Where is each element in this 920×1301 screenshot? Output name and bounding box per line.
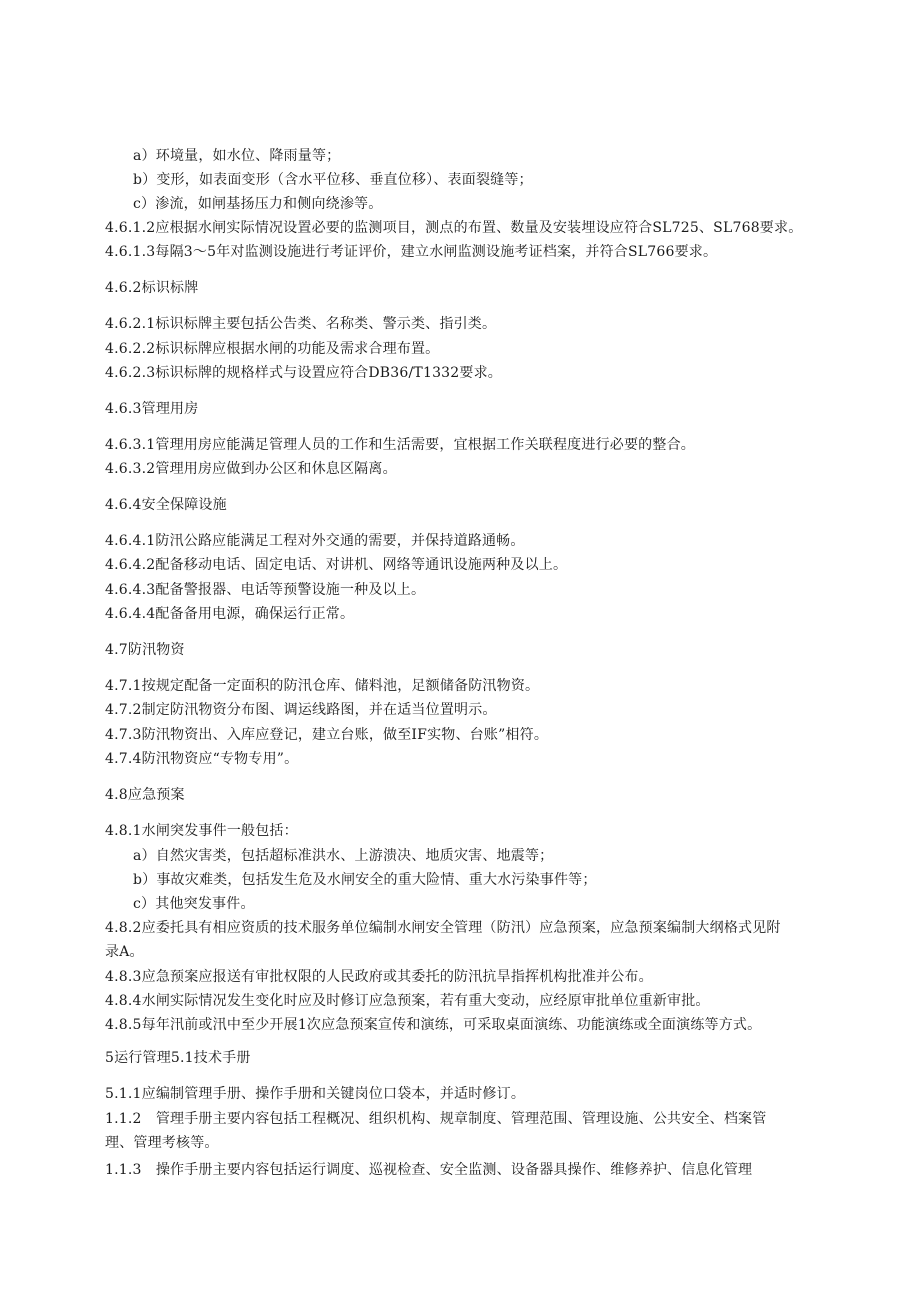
clause-text: 4.6.4.1防汛公路应能满足工程对外交通的需要，并保持道路通畅。: [105, 533, 525, 549]
clause-text: 4.6.3.2管理用房应做到办公区和休息区隔离。: [105, 461, 397, 477]
list-item: c）其他突发事件。: [133, 896, 255, 912]
clause-text: 4.8.5每年汛前或汛中至少开展1次应急预案宣传和演练，可采取桌面演练、功能演练或全面演练等方式。: [105, 1017, 762, 1033]
clause-text: 4.6.4.4配备备用电源，确保运行正常。: [105, 606, 355, 622]
clause-text: 4.8.1水闸突发事件一般包括：: [105, 823, 298, 839]
clause-text: 4.6.1.3每隔3～5年对监测设施进行考证评价，建立水闸监测设施考证档案，并符合SL766要求。: [105, 244, 718, 260]
list-item: a）环境量，如水位、降雨量等；: [133, 148, 341, 164]
clause-text: 4.7.3防汛物资出、入库应登记，建立台账，做至IF实物、台账”相符。: [105, 727, 549, 743]
section-heading: 4.8应急预案: [105, 787, 185, 803]
clause-text: 4.6.2.2标识标牌应根据水闸的功能及需求合理布置。: [105, 341, 440, 357]
clause-text: 4.8.2应委托具有相应资质的技术服务单位编制水闸安全管理（防汛）应急预案，应急预案编制大纲格式见附: [105, 920, 781, 936]
clause-text: 4.6.3.1管理用房应能满足管理人员的工作和生活需要，宜根据工作关联程度进行必要的整合。: [105, 437, 695, 453]
clause-text: 4.7.2制定防汛物资分布图、调运线路图，并在适当位置明示。: [105, 702, 497, 718]
clause-text: 4.6.4.2配备移动电话、固定电话、对讲机、网络等通讯设施两种及以上。: [105, 557, 568, 573]
clause-text: 1.1.2 管理手册主要内容包括工程概况、组织机构、规章制度、管理范围、管理设施、公共安全、档案管: [105, 1111, 767, 1127]
clause-text: 4.6.2.3标识标牌的规格样式与设置应符合DB36/T1332要求。: [105, 365, 502, 381]
clause-text: 理、管理考核等。: [105, 1135, 219, 1151]
list-item: b）事故灾难类，包括发生危及水闸安全的重大险情、重大水污染事件等；: [133, 872, 597, 888]
clause-text: 4.6.1.2应根据水闸实际情况设置必要的监测项目，测点的布置、数量及安装埋设应符合SL725、SL768要求。: [105, 220, 803, 236]
clause-text: 4.8.3应急预案应报送有审批权限的人民政府或其委托的防汛抗旱指挥机构批准并公布。: [105, 969, 653, 985]
section-heading: 4.6.2标识标牌: [105, 280, 199, 296]
list-item: a）自然灾害类，包括超标准洪水、上游溃决、地质灾害、地震等；: [133, 848, 554, 864]
list-item: b）变形，如表面变形（含水平位移、垂直位移）、表面裂缝等；: [133, 172, 533, 188]
section-heading: 4.6.4安全保障设施: [105, 497, 227, 513]
clause-text: 4.6.4.3配备警报器、电话等预警设施一种及以上。: [105, 582, 426, 598]
clause-text: 4.7.4防汛物资应“专物专用”。: [105, 751, 299, 767]
section-heading: 4.6.3管理用房: [105, 401, 199, 417]
clause-text: 4.7.1按规定配备一定面积的防汛仓库、储料池，足额储备防汛物资。: [105, 678, 540, 694]
section-heading: 4.7防汛物资: [105, 642, 185, 658]
list-item: c）渗流，如闸基扬压力和侧向绕渗等。: [133, 196, 383, 212]
clause-text: 4.8.4水闸实际情况发生变化时应及时修订应急预案，若有重大变动，应经原审批单位重新审批。: [105, 993, 710, 1009]
clause-text: 5.1.1应编制管理手册、操作手册和关键岗位口袋本，并适时修订。: [105, 1086, 526, 1102]
section-heading: 5运行管理5.1技术手册: [105, 1050, 251, 1066]
clause-text: 录A。: [105, 944, 144, 960]
clause-text: 1.1.3 操作手册主要内容包括运行调度、巡视检查、安全监测、设备器具操作、维修养护、信息化管理: [105, 1162, 753, 1178]
clause-text: 4.6.2.1标识标牌主要包括公告类、名称类、警示类、指引类。: [105, 316, 497, 332]
